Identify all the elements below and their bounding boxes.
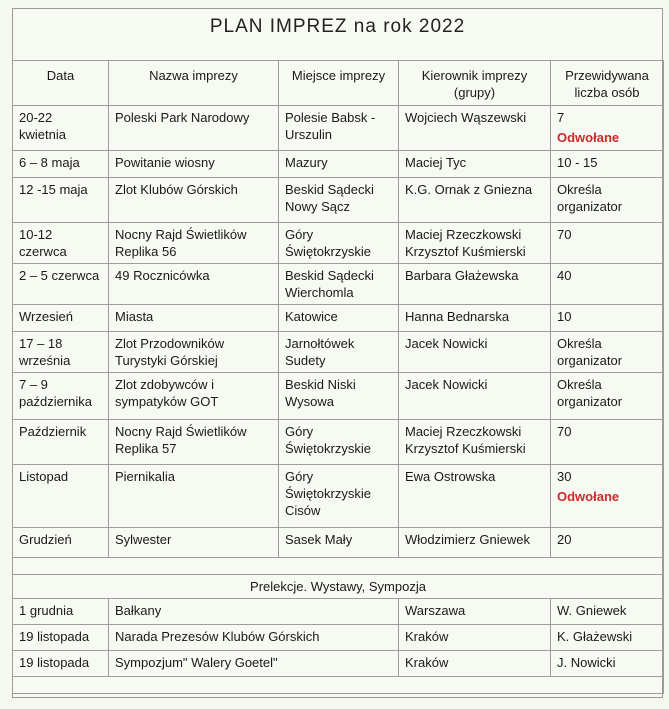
event-leader <box>399 305 551 332</box>
event-name <box>109 528 279 558</box>
event-count-text: 7 <box>557 110 565 125</box>
event-date-text: 17 – 18 września <box>19 336 71 368</box>
event-name <box>109 373 279 420</box>
lecture-place: Warszawa <box>399 599 551 625</box>
event-place <box>279 332 399 373</box>
event-count <box>551 420 664 465</box>
event-date <box>13 528 109 558</box>
lecture-date: 19 listopada <box>13 625 109 651</box>
event-name-text: Zlot zdobywców i sympatyków GOT <box>115 377 219 409</box>
event-row <box>13 465 664 528</box>
event-row <box>13 106 664 151</box>
event-date-text: 20-22 kwietnia <box>19 110 66 142</box>
events-table <box>12 60 664 694</box>
event-name-text: Piernikalia <box>115 469 175 484</box>
event-count-text: 30 <box>557 469 572 484</box>
event-count <box>551 151 664 178</box>
event-row <box>13 264 664 305</box>
lecture-leader: K. Głażewski <box>551 625 664 651</box>
event-date <box>13 151 109 178</box>
event-date-text: 7 – 9 października <box>19 377 92 409</box>
event-place <box>279 223 399 264</box>
event-place-text: Katowice <box>285 309 338 324</box>
event-place-text: Sasek Mały <box>285 532 353 547</box>
event-date-text: Listopad <box>19 469 69 484</box>
cancelled-badge: Odwołane <box>557 130 620 145</box>
event-place-text: Góry Świętokrzyskie <box>285 424 371 456</box>
event-place-text: Beskid Niski Wysowa <box>285 377 356 409</box>
event-count <box>551 465 664 528</box>
event-place <box>279 305 399 332</box>
event-count <box>551 373 664 420</box>
event-leader-text: Wojciech Wąszewski <box>405 110 527 125</box>
event-name <box>109 465 279 528</box>
event-date <box>13 465 109 528</box>
trailing-row <box>13 677 664 694</box>
event-row <box>13 420 664 465</box>
page-title: PLAN IMPREZ na rok 2022 <box>209 16 466 37</box>
event-leader-text: Maciej Rzeczkowski Krzysztof Kuśmierski <box>405 424 526 456</box>
event-leader <box>399 373 551 420</box>
event-place <box>279 465 399 528</box>
event-row <box>13 528 664 558</box>
event-leader <box>399 528 551 558</box>
event-leader-text: Barbara Głażewska <box>405 268 519 283</box>
event-count <box>551 178 664 223</box>
lecture-date: 19 listopada <box>13 651 109 677</box>
event-date <box>13 332 109 373</box>
event-count-text: 40 <box>557 268 572 283</box>
event-name <box>109 106 279 151</box>
event-name <box>109 420 279 465</box>
event-date <box>13 420 109 465</box>
event-name-text: Powitanie wiosny <box>115 155 215 170</box>
event-leader <box>399 465 551 528</box>
header-name: Nazwa imprezy <box>109 61 279 106</box>
event-name-text: Poleski Park Narodowy <box>115 110 250 125</box>
event-count <box>551 332 664 373</box>
event-place <box>279 106 399 151</box>
event-date <box>13 264 109 305</box>
event-name <box>109 305 279 332</box>
event-date <box>13 223 109 264</box>
event-date <box>13 106 109 151</box>
event-count <box>551 106 664 151</box>
event-place <box>279 178 399 223</box>
lecture-row <box>13 599 664 625</box>
event-leader-text: Hanna Bednarska <box>405 309 510 324</box>
gap-row <box>13 558 664 575</box>
event-name-text: 49 Rocznicówka <box>115 268 210 283</box>
event-row <box>13 332 664 373</box>
event-date <box>13 373 109 420</box>
event-name-text: Zlot Przodowników Turystyki Górskiej <box>115 336 225 368</box>
header-date: Data <box>13 61 109 106</box>
event-row <box>13 223 664 264</box>
event-place-text: Jarnołtówek Sudety <box>285 336 355 368</box>
event-count <box>551 305 664 332</box>
event-place-text: Polesie Babsk - Urszulin <box>285 110 376 142</box>
event-count-text: Określa organizator <box>557 336 623 368</box>
lecture-name: Narada Prezesów Klubów Górskich <box>109 625 399 651</box>
event-leader <box>399 178 551 223</box>
event-leader <box>399 332 551 373</box>
event-leader-text: Maciej Rzeczkowski Krzysztof Kuśmierski <box>405 227 526 259</box>
event-date-text: Wrzesień <box>19 309 73 324</box>
event-leader <box>399 151 551 178</box>
event-name-text: Zlot Klubów Górskich <box>115 182 238 197</box>
lecture-place: Kraków <box>399 651 551 677</box>
event-name-text: Miasta <box>115 309 154 324</box>
event-date-text: 2 – 5 czerwca <box>19 268 100 283</box>
lecture-place: Kraków <box>399 625 551 651</box>
event-count <box>551 528 664 558</box>
event-leader-text: Jacek Nowicki <box>405 336 488 351</box>
lecture-name: Bałkany <box>109 599 399 625</box>
event-name <box>109 178 279 223</box>
event-place-text: Góry Świętokrzyskie Cisów <box>285 469 371 518</box>
section-title: Prelekcje. Wystawy, Sympozja <box>13 575 664 599</box>
event-place-text: Beskid Sądecki Wierchomla <box>285 268 374 300</box>
event-name-text: Nocny Rajd Świetlików Replika 57 <box>115 424 247 456</box>
lecture-leader: W. Gniewek <box>551 599 664 625</box>
event-date-text: 12 -15 maja <box>19 182 88 197</box>
event-name <box>109 223 279 264</box>
event-row <box>13 305 664 332</box>
event-name-text: Nocny Rajd Świetlików Replika 56 <box>115 227 247 259</box>
event-place <box>279 151 399 178</box>
event-leader <box>399 223 551 264</box>
event-count-text: 70 <box>557 227 572 242</box>
event-leader-text: Ewa Ostrowska <box>405 469 496 484</box>
event-name <box>109 332 279 373</box>
event-date <box>13 178 109 223</box>
event-row <box>13 151 664 178</box>
event-leader <box>399 420 551 465</box>
event-row <box>13 373 664 420</box>
event-place <box>279 264 399 305</box>
event-leader <box>399 264 551 305</box>
event-date <box>13 305 109 332</box>
lecture-row <box>13 651 664 677</box>
event-date-text: Październik <box>19 424 87 439</box>
lecture-row <box>13 625 664 651</box>
event-count-text: 20 <box>557 532 572 547</box>
event-leader-text: K.G. Ornak z Gniezna <box>405 182 533 197</box>
lecture-leader: J. Nowicki <box>551 651 664 677</box>
event-place-text: Beskid Sądecki Nowy Sącz <box>285 182 374 214</box>
events-body <box>13 106 664 558</box>
event-place-text: Góry Świętokrzyskie <box>285 227 371 259</box>
event-name <box>109 151 279 178</box>
event-count-text: Określa organizator <box>557 182 623 214</box>
event-place <box>279 373 399 420</box>
event-name <box>109 264 279 305</box>
event-place <box>279 420 399 465</box>
header-row <box>13 61 664 106</box>
event-date-text: Grudzień <box>19 532 72 547</box>
event-date-text: 6 – 8 maja <box>19 155 80 170</box>
event-leader-text: Włodzimierz Gniewek <box>405 532 530 547</box>
event-place <box>279 528 399 558</box>
event-name-text: Sylwester <box>115 532 172 547</box>
cancelled-badge: Odwołane <box>557 489 620 504</box>
event-leader-text: Maciej Tyc <box>405 155 467 170</box>
lecture-name: Sympozjum" Walery Goetel" <box>109 651 399 677</box>
header-leader: Kierownik imprezy (grupy) <box>399 61 551 106</box>
lecture-date: 1 grudnia <box>13 599 109 625</box>
event-count-text: Określa organizator <box>557 377 623 409</box>
header-place: Miejsce imprezy <box>279 61 399 106</box>
event-place-text: Mazury <box>285 155 328 170</box>
event-leader <box>399 106 551 151</box>
event-date-text: 10-12 czerwca <box>19 227 67 259</box>
event-count-text: 70 <box>557 424 572 439</box>
event-count <box>551 264 664 305</box>
event-count <box>551 223 664 264</box>
section-row <box>13 575 664 599</box>
event-count-text: 10 <box>557 309 572 324</box>
event-leader-text: Jacek Nowicki <box>405 377 488 392</box>
event-row <box>13 178 664 223</box>
lectures-body <box>13 599 664 694</box>
event-count-text: 10 - 15 <box>557 155 598 170</box>
header-count: Przewidywana liczba osób <box>551 61 664 106</box>
